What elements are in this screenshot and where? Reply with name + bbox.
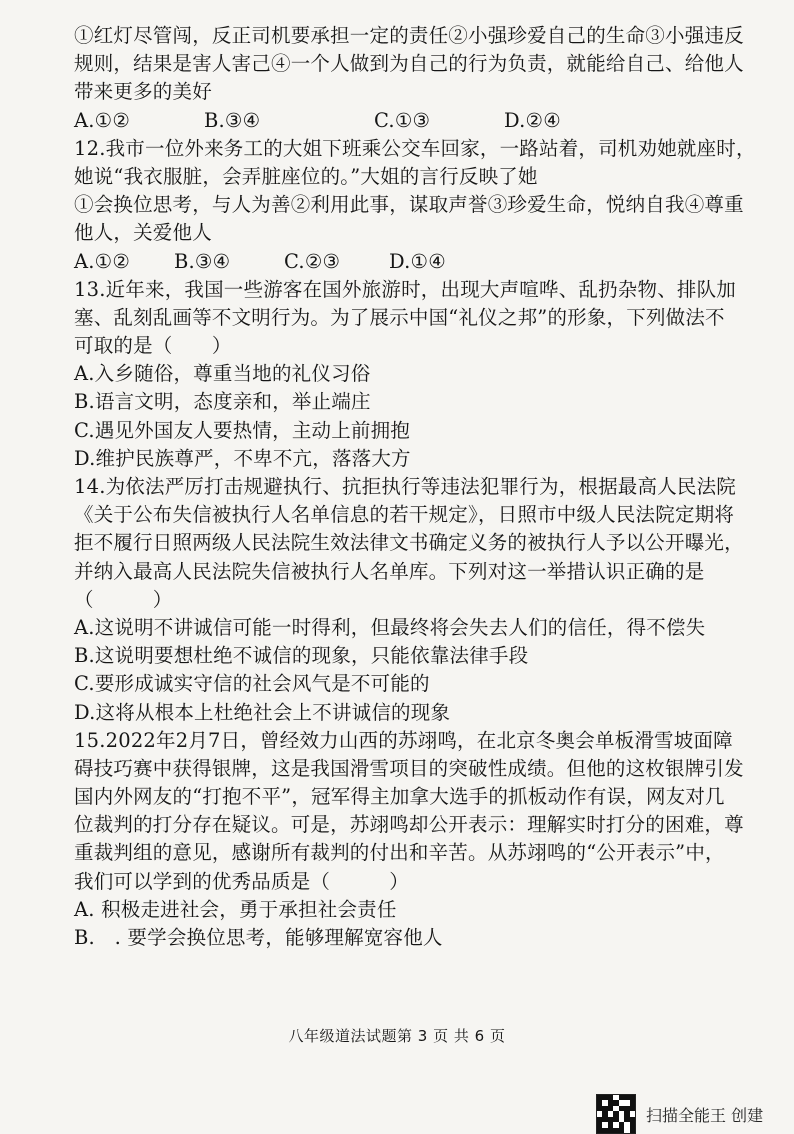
question-13-stem-line-1: 13.近年来，我国一些游客在国外旅游时，出现大声喧哗、乱扔杂物、排队加	[74, 277, 737, 301]
question-14-stem-line-2: 《关于公布失信被执行人名单信息的若干规定》，日照市中级人民法院定期将	[74, 503, 735, 527]
question-13-stem-line-2: 塞、乱刻乱画等不文明行为。为了展示中国“礼仪之邦”的形象，下列做法不	[74, 305, 725, 329]
question-14-option-d: D.这将从根本上杜绝社会上不讲诚信的现象	[74, 700, 451, 724]
question-12-stem-line-4: 他人，关爱他人	[74, 221, 212, 245]
question-12-stem-line-3: ①会换位思考，与人为善②利用此事，谋取声誉③珍爱生命，悦纳自我④尊重	[74, 193, 744, 217]
option-c: C.②③	[284, 249, 341, 273]
question-15-stem-line-4: 位裁判的打分存在疑议。可是，苏翊鸣却公开表示：理解实时打分的困难，尊	[74, 813, 744, 837]
question-15-stem-line-6: 我们可以学到的优秀品质是（ ）	[74, 869, 409, 893]
question-11-stem-line-2: 规则，结果是害人害己④一个人做到为自己的行为负责，就能给自己、给他人	[74, 52, 744, 76]
question-14-option-b: B.这说明要想杜绝不诚信的现象，只能依靠法律手段	[74, 644, 529, 668]
qr-code-icon	[596, 1094, 636, 1134]
option-b: B.③④	[204, 108, 261, 132]
question-12-options	[74, 248, 754, 276]
question-11-stem-line-1: ①红灯尽管闯，反正司机要承担一定的责任②小强珍爱自己的生命③小强违反	[74, 24, 744, 47]
question-13-option-d: D.维护民族尊严，不卑不亢，落落大方	[74, 446, 411, 470]
question-12-stem-line-1: 12.我市一位外来务工的大姐下班乘公交车回家，一路站着，司机劝她就座时，	[74, 136, 756, 160]
question-14-stem-line-3: 拒不履行日照两级人民法院生效法律文书确定义务的被执行人予以公开曝光，	[74, 531, 744, 555]
watermark-text: 扫描全能王 创建	[646, 1105, 764, 1125]
option-d: D.②④	[504, 108, 561, 132]
exam-page-content	[74, 22, 754, 952]
question-12-stem-line-2: 她说“我衣服脏，会弄脏座位的。”大姐的言行反映了她	[74, 164, 538, 188]
question-15-stem-line-5: 重裁判组的意见，感谢所有裁判的付出和辛苦。从苏翊鸣的“公开表示”中，	[74, 841, 725, 865]
question-15-stem-line-1: 15.2022年2月7日，曾经效力山西的苏翊鸣，在北京冬奥会单板滑雪坡面障	[74, 728, 733, 752]
question-14-option-c: C.要形成诚实守信的社会风气是不可能的	[74, 672, 430, 696]
option-a: A.①②	[74, 249, 131, 273]
question-15-stem-line-2: 碍技巧赛中获得银牌，这是我国滑雪项目的突破性成绩。但他的这枚银牌引发	[74, 756, 744, 780]
page-footer: 八年级道法试题第 3 页 共 6 页	[288, 1027, 506, 1045]
question-13-option-b: B.语言文明，态度亲和，举止端庄	[74, 390, 371, 414]
question-15-stem-line-3: 国内外网友的“打抱不平”，冠军得主加拿大选手的抓板动作有误，网友对几	[74, 785, 725, 809]
option-d: D.①④	[389, 249, 446, 273]
question-14-stem-line-5: （ ）	[74, 587, 173, 611]
question-13-stem-line-3: 可取的是（ ）	[74, 334, 232, 358]
question-14-stem-line-4: 并纳入最高人民法院失信被执行人名单库。下列对这一举措认识正确的是	[74, 559, 705, 583]
option-b: B.③④	[174, 249, 231, 273]
question-11-options	[74, 107, 754, 135]
option-c: C.①③	[374, 108, 431, 132]
question-14-stem-line-1: 14.为依法严厉打击规避执行、抗拒执行等违法犯罪行为，根据最高人民法院	[74, 475, 737, 498]
question-11-stem-line-3: 带来更多的美好	[74, 80, 212, 104]
question-13-option-a: A.入乡随俗，尊重当地的礼仪习俗	[74, 362, 371, 386]
question-15-option-a: A. 积极走进社会，勇于承担社会责任	[74, 897, 397, 921]
question-14-option-a: A.这说明不讲诚信可能一时得利，但最终将会失去人们的信任，得不偿失	[74, 615, 706, 639]
option-a: A.①②	[74, 108, 131, 132]
question-15-option-b: B. . 要学会换位思考，能够理解宽容他人	[74, 926, 443, 949]
question-13-option-c: C.遇见外国友人要热情，主动上前拥抱	[74, 418, 411, 442]
scanner-watermark	[596, 1094, 763, 1134]
